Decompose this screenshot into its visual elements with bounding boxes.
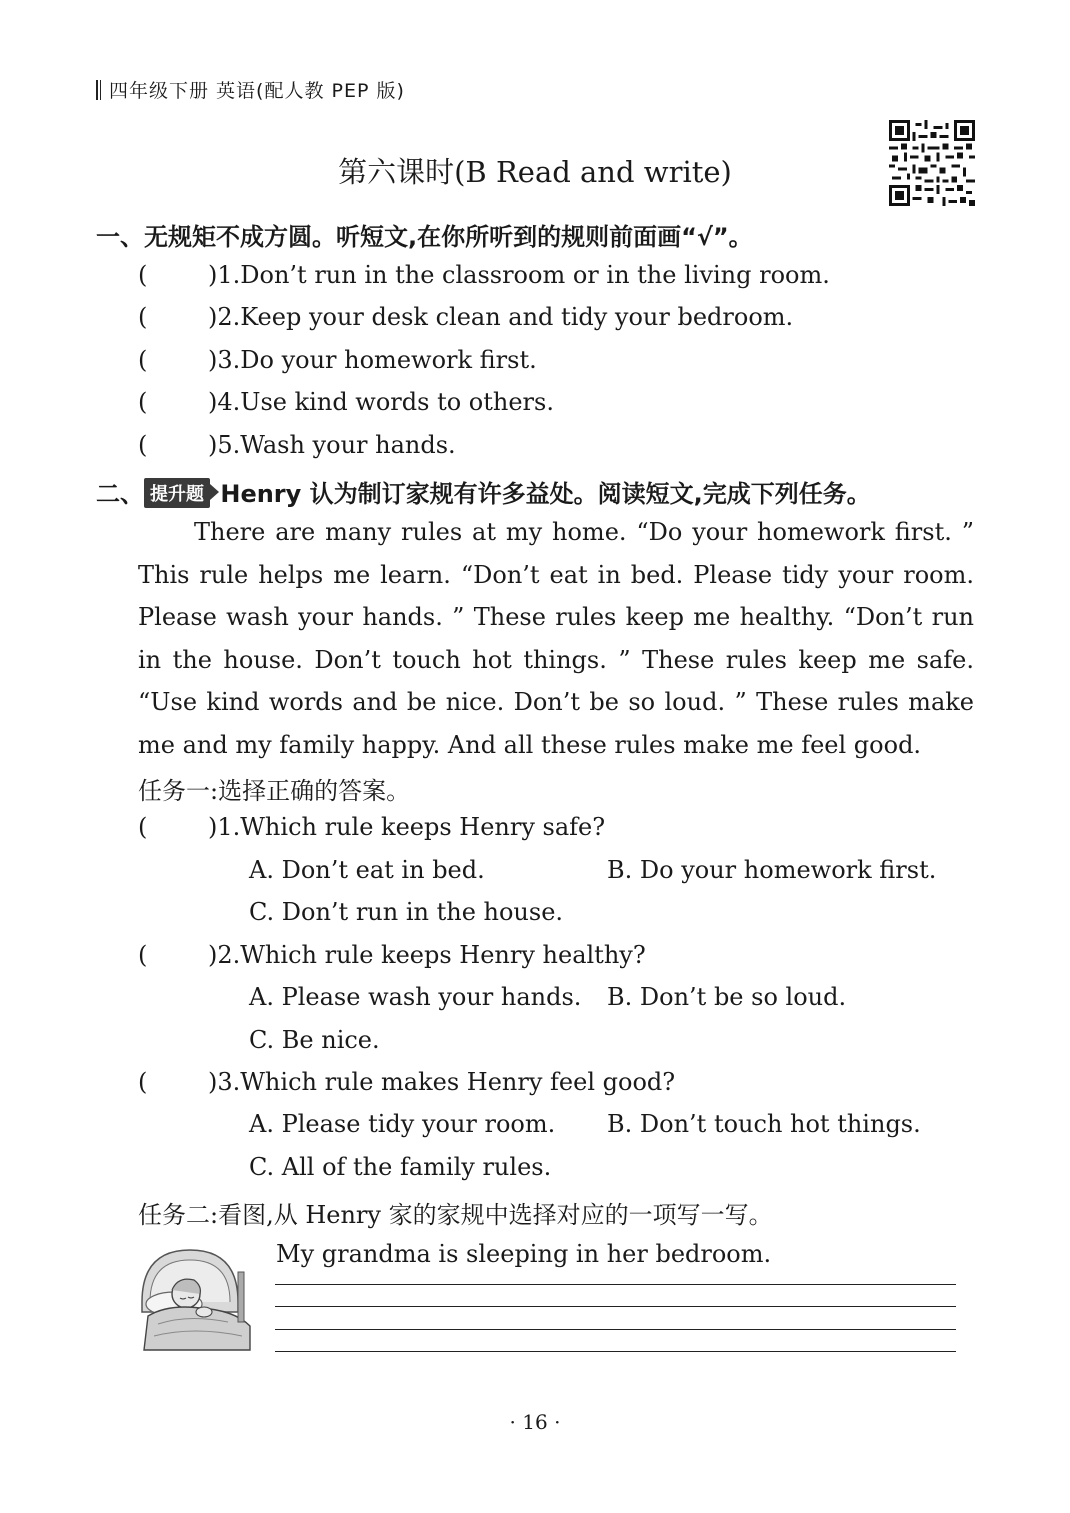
item-text: Don’t run in the classroom or in the living room. [240, 261, 830, 289]
task2-sentence: My grandma is sleeping in her bedroom. [276, 1240, 772, 1268]
item-text: Wash your hands. [240, 431, 456, 459]
item-text: Keep your desk clean and tidy your bedroom. [240, 303, 794, 331]
reading-passage [138, 511, 974, 766]
item-number: )5. [208, 431, 241, 459]
listening-item-3 [138, 346, 537, 374]
lesson-title: 第六课时(B Read and write) [338, 155, 732, 189]
answer-blank[interactable]: ( [138, 1068, 148, 1096]
option-c: C. Be nice. [249, 1026, 380, 1054]
option-a: A. Please tidy your room. [249, 1110, 556, 1138]
answer-blank[interactable]: ( [138, 431, 148, 459]
answer-blank[interactable]: ( [138, 261, 148, 289]
book-header [96, 76, 405, 103]
section1-title: 一、无规矩不成方圆。听短文,在你所听到的规则前面画“√”。 [96, 223, 753, 251]
listening-item-2 [138, 303, 793, 331]
passage-line: “Use kind words and be nice. Don’t be so loud. ” These rules make [138, 688, 974, 716]
option-b: B. Don’t be so loud. [607, 983, 847, 1011]
passage-line: in the house. Don’t touch hot things. ” These rules keep me safe. [138, 645, 974, 674]
answer-blank[interactable]: ( [138, 303, 148, 331]
answer-blank[interactable]: ( [138, 941, 148, 969]
question-number: )1. [208, 813, 241, 841]
writing-line[interactable] [275, 1351, 956, 1352]
item-number: )4. [208, 388, 241, 416]
item-number: )1. [208, 261, 241, 289]
item-number: )2. [208, 303, 241, 331]
question-number: )3. [208, 1068, 241, 1096]
option-a: A. Don’t eat in bed. [249, 856, 485, 884]
question-text: Which rule makes Henry feel good? [240, 1068, 676, 1096]
task2-title: 任务二:看图,从 Henry 家的家规中选择对应的一项写一写。 [138, 1201, 773, 1229]
section2-title-text: Henry 认为制订家规有许多益处。阅读短文,完成下列任务。 [220, 480, 871, 508]
writing-line[interactable] [275, 1306, 956, 1307]
option-c: C. All of the family rules. [249, 1153, 552, 1181]
option-b: B. Don’t touch hot things. [607, 1110, 921, 1138]
answer-blank[interactable]: ( [138, 388, 148, 416]
option-c: C. Don’t run in the house. [249, 898, 564, 926]
writing-line[interactable] [275, 1329, 956, 1330]
answer-blank[interactable]: ( [138, 346, 148, 374]
item-number: )3. [208, 346, 241, 374]
listening-item-4 [138, 388, 554, 416]
option-b: B. Do your homework first. [607, 856, 937, 884]
section2-prefix: 二、 [96, 480, 144, 508]
question-1 [138, 813, 605, 841]
question-text: Which rule keeps Henry safe? [240, 813, 606, 841]
section2-title [96, 474, 871, 509]
item-text: Do your homework first. [240, 346, 537, 374]
passage-line: This rule helps me learn. “Don’t eat in bed. Please tidy your room. [138, 560, 974, 589]
question-2 [138, 941, 646, 969]
answer-blank[interactable]: ( [138, 813, 148, 841]
header-text: 四年级下册 英语(配人教 PEP 版) [109, 80, 405, 102]
question-text: Which rule keeps Henry healthy? [240, 941, 646, 969]
question-3 [138, 1068, 675, 1096]
sleeping-grandma-illustration [138, 1242, 253, 1354]
passage-line: There are many rules at my home. “Do your homework first. ” [194, 518, 974, 546]
question-number: )2. [208, 941, 241, 969]
task1-title: 任务一:选择正确的答案。 [138, 777, 411, 805]
passage-line: Please wash your hands. ” These rules keep me healthy. “Don’t run [138, 603, 974, 631]
listening-item-5 [138, 431, 456, 459]
option-a: A. Please wash your hands. [249, 983, 582, 1011]
header-bar-icon [96, 80, 101, 100]
qr-code-icon[interactable] [889, 120, 975, 206]
item-text: Use kind words to others. [240, 388, 554, 416]
listening-item-1 [138, 261, 830, 289]
passage-line: me and my family happy. And all these rules make me feel good. [138, 730, 922, 759]
writing-line[interactable] [275, 1284, 956, 1285]
difficulty-badge: 提升题 [144, 478, 210, 508]
page-number: · 16 · [509, 1410, 561, 1434]
